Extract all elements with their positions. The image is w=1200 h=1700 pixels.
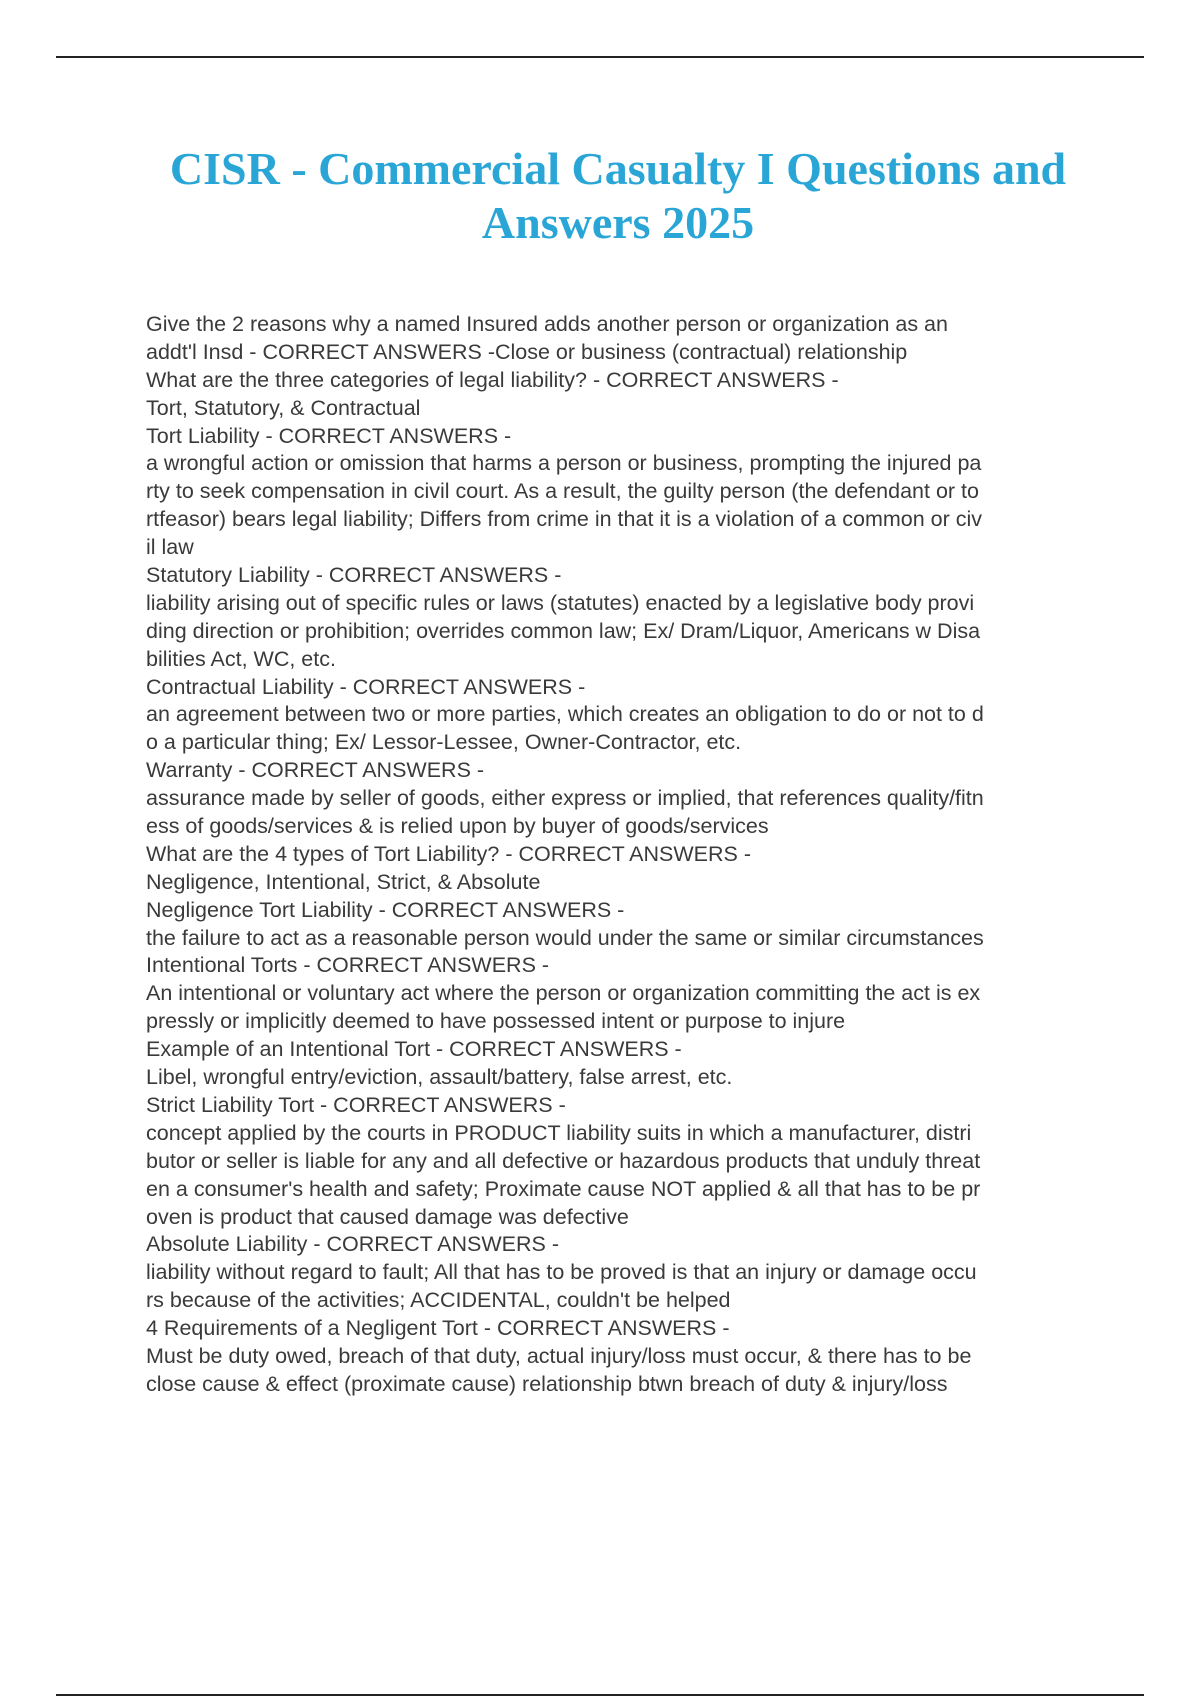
body-line: rs because of the activities; ACCIDENTAL, couldn't be helped bbox=[146, 1288, 731, 1313]
body-line: Tort Liability - CORRECT ANSWERS - bbox=[146, 423, 512, 448]
body-line: the failure to act as a reasonable person would under the same or similar circumstances bbox=[146, 925, 984, 950]
body-line: an agreement between two or more parties, which creates an obligation to do or not to d bbox=[146, 702, 984, 727]
body-line: liability without regard to fault; All that has to be proved is that an injury or damage occu bbox=[146, 1260, 977, 1285]
document-body bbox=[146, 311, 1091, 1399]
body-line: Tort, Statutory, & Contractual bbox=[146, 395, 421, 420]
body-line: Intentional Torts - CORRECT ANSWERS - bbox=[146, 953, 550, 978]
body-line: il law bbox=[146, 535, 194, 560]
body-line: What are the three categories of legal liability? - CORRECT ANSWERS - bbox=[146, 367, 839, 392]
body-line: Libel, wrongful entry/eviction, assault/battery, false arrest, etc. bbox=[146, 1065, 733, 1090]
body-line: Negligence, Intentional, Strict, & Absolute bbox=[146, 869, 541, 894]
body-line: bilities Act, WC, etc. bbox=[146, 646, 336, 671]
body-line: Negligence Tort Liability - CORRECT ANSWERS - bbox=[146, 897, 625, 922]
body-line: What are the 4 types of Tort Liability? - CORRECT ANSWERS - bbox=[146, 841, 751, 866]
body-line: en a consumer's health and safety; Proximate cause NOT applied & all that has to be pr bbox=[146, 1176, 981, 1201]
body-line: addt'l Insd - CORRECT ANSWERS -Close or business (contractual) relationship bbox=[146, 339, 908, 364]
body-line: Give the 2 reasons why a named Insured adds another person or organization as an bbox=[146, 312, 948, 336]
body-line: 4 Requirements of a Negligent Tort - CORRECT ANSWERS - bbox=[146, 1316, 730, 1341]
body-line: ding direction or prohibition; overrides common law; Ex/ Dram/Liquor, Americans w Disa bbox=[146, 618, 981, 643]
body-line: a wrongful action or omission that harms a person or business, prompting the injured pa bbox=[146, 451, 982, 476]
body-line: Statutory Liability - CORRECT ANSWERS - bbox=[146, 563, 562, 588]
body-line: butor or seller is liable for any and all defective or hazardous products that unduly threat bbox=[146, 1148, 981, 1173]
body-line: rtfeasor) bears legal liability; Differs from crime in that it is a violation of a common or civ bbox=[146, 507, 983, 532]
body-line: concept applied by the courts in PRODUCT liability suits in which a manufacturer, distri bbox=[146, 1120, 972, 1145]
body-line: close cause & effect (proximate cause) relationship btwn breach of duty & injury/loss bbox=[146, 1371, 948, 1396]
body-line: rty to seek compensation in civil court. As a result, the guilty person (the defendant or to bbox=[146, 479, 979, 504]
body-line: Strict Liability Tort - CORRECT ANSWERS - bbox=[146, 1092, 566, 1117]
body-line: pressly or implicitly deemed to have possessed intent or purpose to injure bbox=[146, 1009, 846, 1034]
body-line: Example of an Intentional Tort - CORRECT ANSWERS - bbox=[146, 1037, 682, 1062]
document-title-line: Answers 2025 bbox=[481, 197, 755, 248]
header-rule bbox=[56, 56, 1144, 58]
body-line: liability arising out of specific rules or laws (statutes) enacted by a legislative body provi bbox=[146, 590, 975, 615]
document-title-line: CISR - Commercial Casualty I Questions and bbox=[169, 143, 1067, 194]
body-line: oven is product that caused damage was defective bbox=[146, 1204, 629, 1229]
document-title bbox=[100, 142, 1136, 250]
body-line: o a particular thing; Ex/ Lessor-Lessee, Owner-Contractor, etc. bbox=[146, 730, 742, 755]
body-line: Contractual Liability - CORRECT ANSWERS - bbox=[146, 674, 586, 699]
body-line: Must be duty owed, breach of that duty, actual injury/loss must occur, & there has to be bbox=[146, 1343, 972, 1368]
body-line: Absolute Liability - CORRECT ANSWERS - bbox=[146, 1232, 559, 1257]
body-line: ess of goods/services & is relied upon by buyer of goods/services bbox=[146, 814, 769, 839]
body-line: assurance made by seller of goods, either express or implied, that references quality/fitn bbox=[146, 786, 984, 811]
footer-rule bbox=[56, 1694, 1144, 1696]
body-line: An intentional or voluntary act where the person or organization committing the act is ex bbox=[146, 981, 981, 1006]
body-line: Warranty - CORRECT ANSWERS - bbox=[146, 758, 485, 783]
